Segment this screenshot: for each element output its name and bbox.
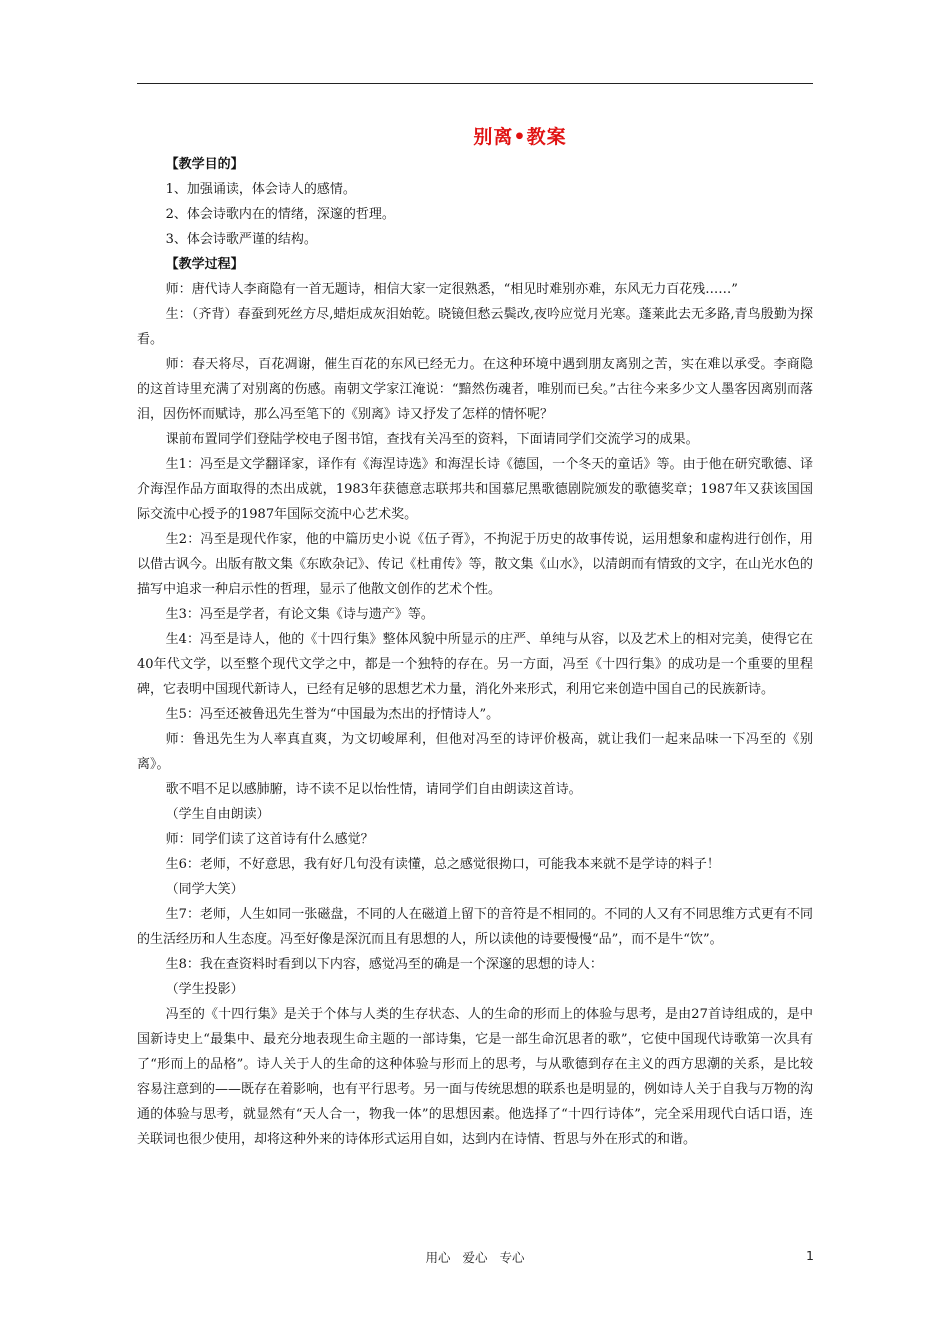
header-rule <box>137 83 813 84</box>
section-heading: 【教学目的】 <box>165 157 244 172</box>
paragraph: 2、体会诗歌内在的情绪，深邃的哲理。 <box>165 207 395 222</box>
paragraph: （学生投影） <box>165 982 244 997</box>
paragraph: 师：鲁迅先生为人率真直爽，为文切峻犀利，但他对冯至的诗评价极高，就让我们一起来品味一下冯至的《别离》。 <box>137 732 813 772</box>
paragraph: 生：（齐背）春蚕到死丝方尽,蜡炬成灰泪始乾。晓镜但愁云鬓改,夜吟应觉月光寒。蓬莱此去无多路,青鸟殷勤为探看。 <box>137 307 813 347</box>
paragraph: 生2：冯至是现代作家，他的中篇历史小说《伍子胥》，不拘泥于历史的故事传说，运用想象和虚构进行创作，用以借古讽今。出版有散文集《东欧杂记》、传记《杜甫传》等，散文集《山水》，以清朗而有情致的文字，在山光水色的描写中追求一种启示性的哲理，显示了他散文创作的艺术个性。 <box>137 532 814 597</box>
paragraph: （同学大笑） <box>165 882 244 897</box>
footer-text: 专心 <box>499 1250 525 1265</box>
section-heading: 【教学过程】 <box>165 257 244 272</box>
document-body <box>137 152 813 1152</box>
paragraph: 生7：老师，人生如同一张磁盘，不同的人在磁道上留下的音符是不相同的。不同的人又有不同思维方式更有不同的生活经历和人生态度。冯至好像是深沉而且有思想的人，所以读他的诗要慢慢“品”，而不是牛“饮”。 <box>137 907 813 947</box>
paragraph: 1、加强诵读，体会诗人的感情。 <box>165 182 356 197</box>
paragraph: 生8：我在查资料时看到以下内容，感觉冯至的确是一个深邃的思想的诗人： <box>165 957 603 972</box>
paragraph: 生3：冯至是学者，有论文集《诗与遗产》等。 <box>165 607 434 622</box>
paragraph: 师：春天将尽，百花凋谢，催生百花的东风已经无力。在这种环境中遇到朋友离别之苦，实在难以承受。李商隐的这首诗里充满了对别离的伤感。南朝文学家江淹说：“黯然伤魂者，唯别而已矣。”古往今来多少文人墨客因离别而落泪，因伤怀而赋诗，那么冯至笔下的《别离》诗又抒发了怎样的情怀呢？ <box>137 357 813 422</box>
paragraph: 课前布置同学们登陆学校电子图书馆，查找有关冯至的资料，下面请同学们交流学习的成果。 <box>165 432 699 447</box>
footer-text: 用心 <box>425 1250 451 1265</box>
page-number: 1 <box>806 1248 814 1263</box>
paragraph: 3、体会诗歌严谨的结构。 <box>165 232 317 247</box>
paragraph: （学生自由朗读） <box>165 807 270 822</box>
paragraph: 师：唐代诗人李商隐有一首无题诗，相信大家一定很熟悉，“相见时难别亦难，东风无力百花残……” <box>165 282 738 297</box>
document-title: 别离•教案 <box>473 126 567 148</box>
footer-text: 爱心 <box>462 1250 488 1265</box>
paragraph: 生4：冯至是诗人，他的《十四行集》整体风貌中所显示的庄严、单纯与从容，以及艺术上的相对完美，使得它在40年代文学，以至整个现代文学之中，都是一个独特的存在。另一方面，冯至《十四行集》的成功是一个重要的里程碑，它表明中国现代新诗人，已经有足够的思想艺术力量，消化外来形式，利用它来创造中国自己的民族新诗。 <box>137 632 813 697</box>
paragraph: 生1：冯至是文学翻译家，译作有《海涅诗选》和海涅长诗《德国，一个冬天的童话》等。由于他在研究歌德、译介海涅作品方面取得的杰出成就，1983年获德意志联邦共和国慕尼黑歌德剧院颁发的歌德奖章；1987年又获该国国际交流中心授予的1987年国际交流中心艺术奖。 <box>137 457 813 522</box>
paragraph: 师：同学们读了这首诗有什么感觉？ <box>165 832 374 847</box>
paragraph: 歌不唱不足以感肺腑，诗不读不足以怡性情，请同学们自由朗读这首诗。 <box>165 782 582 797</box>
paragraph: 冯至的《十四行集》是关于个体与人类的生存状态、人的生命的形而上的体验与思考，是由27首诗组成的，是中国新诗史上“最集中、最充分地表现生命主题的一部诗集，它是一部生命沉思者的歌”，它使中国现代诗歌第一次具有了“形而上的品格”。诗人关于人的生命的这种体验与形而上的思考，与从歌德到存在主义的西方思潮的关系，是比较容易注意到的——既存在着影响，也有平行思考。另一面与传统思想的联系也是明显的，例如诗人关于自我与万物的沟通的体验与思考，就显然有“天人合一，物我一体”的思想因素。他选择了“十四行诗体”，完全采用现代白话口语，连关联词也很少使用，却将这种外来的诗体形式运用自如，达到内在诗情、哲思与外在形式的和谐。 <box>137 1007 814 1147</box>
paragraph: 生6：老师，不好意思，我有好几句没有读懂，总之感觉很拗口，可能我本来就不是学诗的料子！ <box>165 857 720 872</box>
paragraph: 生5：冯至还被鲁迅先生誉为“中国最为杰出的抒情诗人”。 <box>165 707 500 722</box>
